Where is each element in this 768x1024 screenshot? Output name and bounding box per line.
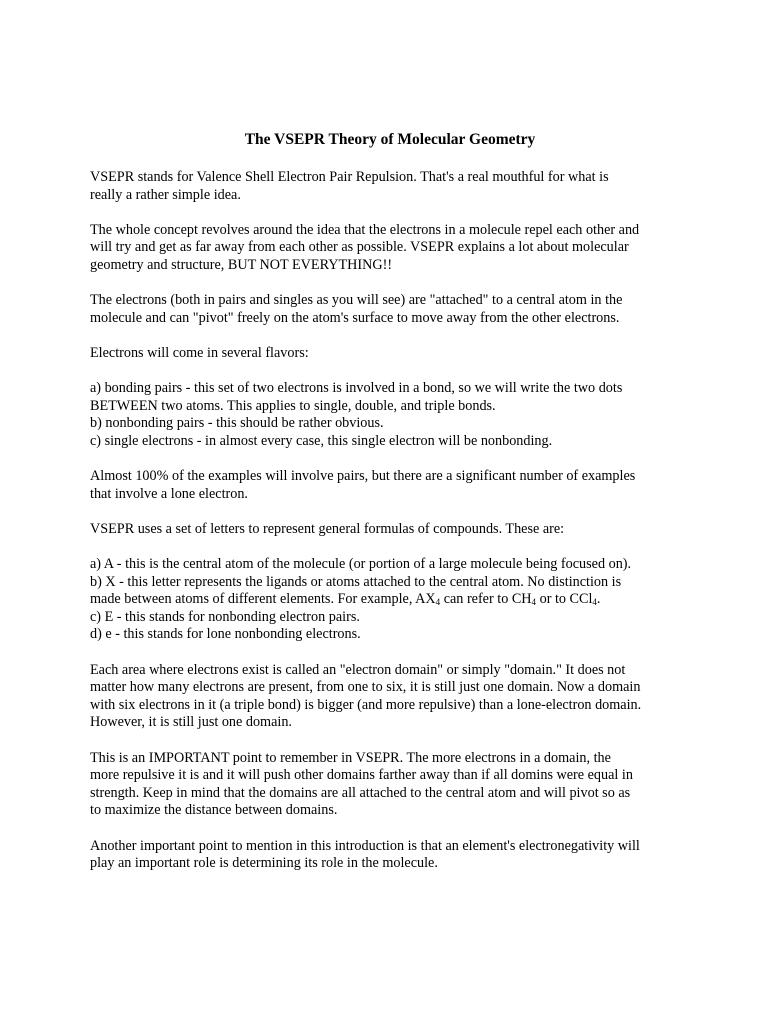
text-run: .: [596, 591, 601, 608]
list-item: d) e - this stands for lone nonbonding electrons.: [90, 626, 361, 643]
list-item: BETWEEN two atoms. This applies to single, double, and triple bonds.: [90, 397, 496, 414]
list-item: b) nonbonding pairs - this should be rather obvious.: [90, 415, 384, 432]
document-title: The VSEPR Theory of Molecular Geometry: [244, 131, 536, 148]
subscript: 4: [435, 597, 441, 608]
text-line: Almost 100% of the examples will involve pairs, but there are a significant number of examples: [90, 468, 636, 485]
paragraph-pairs-examples: [90, 468, 690, 503]
text-line: geometry and structure, BUT NOT EVERYTHING!!: [90, 256, 393, 273]
paragraph-electrons-attached: [90, 292, 690, 327]
document-page: [90, 130, 690, 890]
list-item: c) single electrons - in almost every case, this single electron will be nonbonding.: [90, 432, 553, 449]
text-line: Electrons will come in several flavors:: [90, 344, 309, 361]
text-line: VSEPR uses a set of letters to represent general formulas of compounds. These are:: [90, 520, 565, 537]
paragraph-vsepr-definition: [90, 169, 690, 204]
text-line: This is an IMPORTANT point to remember in VSEPR. The more electrons in a domain, the: [90, 749, 611, 766]
text-line: Each area where electrons exist is called an "electron domain" or simply "domain." It does not: [90, 661, 626, 678]
paragraph-letters-intro: [90, 521, 690, 539]
text-line: strength. Keep in mind that the domains are all attached to the central atom and will pivot so as: [90, 784, 631, 801]
paragraph-electron-domain: [90, 662, 690, 732]
list-item-formula: [90, 591, 690, 609]
list-electron-types: [90, 380, 690, 450]
text-line: The whole concept revolves around the idea that the electrons in a molecule repel each other and: [90, 221, 640, 238]
text-line: However, it is still just one domain.: [90, 714, 292, 731]
subscript: 4: [592, 597, 597, 608]
text-line: play an important role is determining its role in the molecule.: [90, 855, 438, 872]
list-item: a) bonding pairs - this set of two electrons is involved in a bond, so we will write the two dots: [90, 380, 623, 397]
text-line: matter how many electrons are present, from one to six, it is still just one domain. Now a domain: [90, 679, 641, 696]
text-line: molecule and can "pivot" freely on the atom's surface to move away from the other electrons.: [90, 309, 620, 326]
text-line: really a rather simple idea.: [90, 186, 241, 203]
list-item: b) X - this letter represents the ligands or atoms attached to the central atom. No distinction is: [90, 573, 622, 590]
text-line: more repulsive it is and it will push other domains farther away than if all domins were equal in: [90, 767, 633, 784]
text-line: will try and get as far away from each other as possible. VSEPR explains a lot about molecular: [90, 239, 629, 256]
list-item: a) A - this is the central atom of the molecule (or portion of a large molecule being focused on).: [90, 556, 632, 573]
paragraph-whole-concept: [90, 222, 690, 275]
paragraph-electron-flavors: [90, 345, 690, 363]
paragraph-electronegativity: [90, 838, 690, 873]
list-vsepr-letters: [90, 556, 690, 644]
subscript: 4: [531, 597, 537, 608]
text-run: made between atoms of different elements. For example, AX: [90, 591, 436, 608]
text-line: The electrons (both in pairs and singles as you will see) are "attached" to a central atom in the: [90, 292, 623, 309]
list-item: c) E - this stands for nonbonding electron pairs.: [90, 608, 360, 625]
text-line: Another important point to mention in this introduction is that an element's electronegativity will: [90, 837, 640, 854]
text-line: with six electrons in it (a triple bond) is bigger (and more repulsive) than a lone-electron domain.: [90, 696, 642, 713]
text-line: that involve a lone electron.: [90, 485, 248, 502]
paragraph-important-point: [90, 750, 690, 820]
text-line: to maximize the distance between domains.: [90, 802, 338, 819]
text-line: VSEPR stands for Valence Shell Electron Pair Repulsion. That's a real mouthful for what is: [90, 169, 609, 185]
text-run: or to CCl: [536, 591, 593, 608]
text-run: can refer to CH: [440, 591, 532, 608]
